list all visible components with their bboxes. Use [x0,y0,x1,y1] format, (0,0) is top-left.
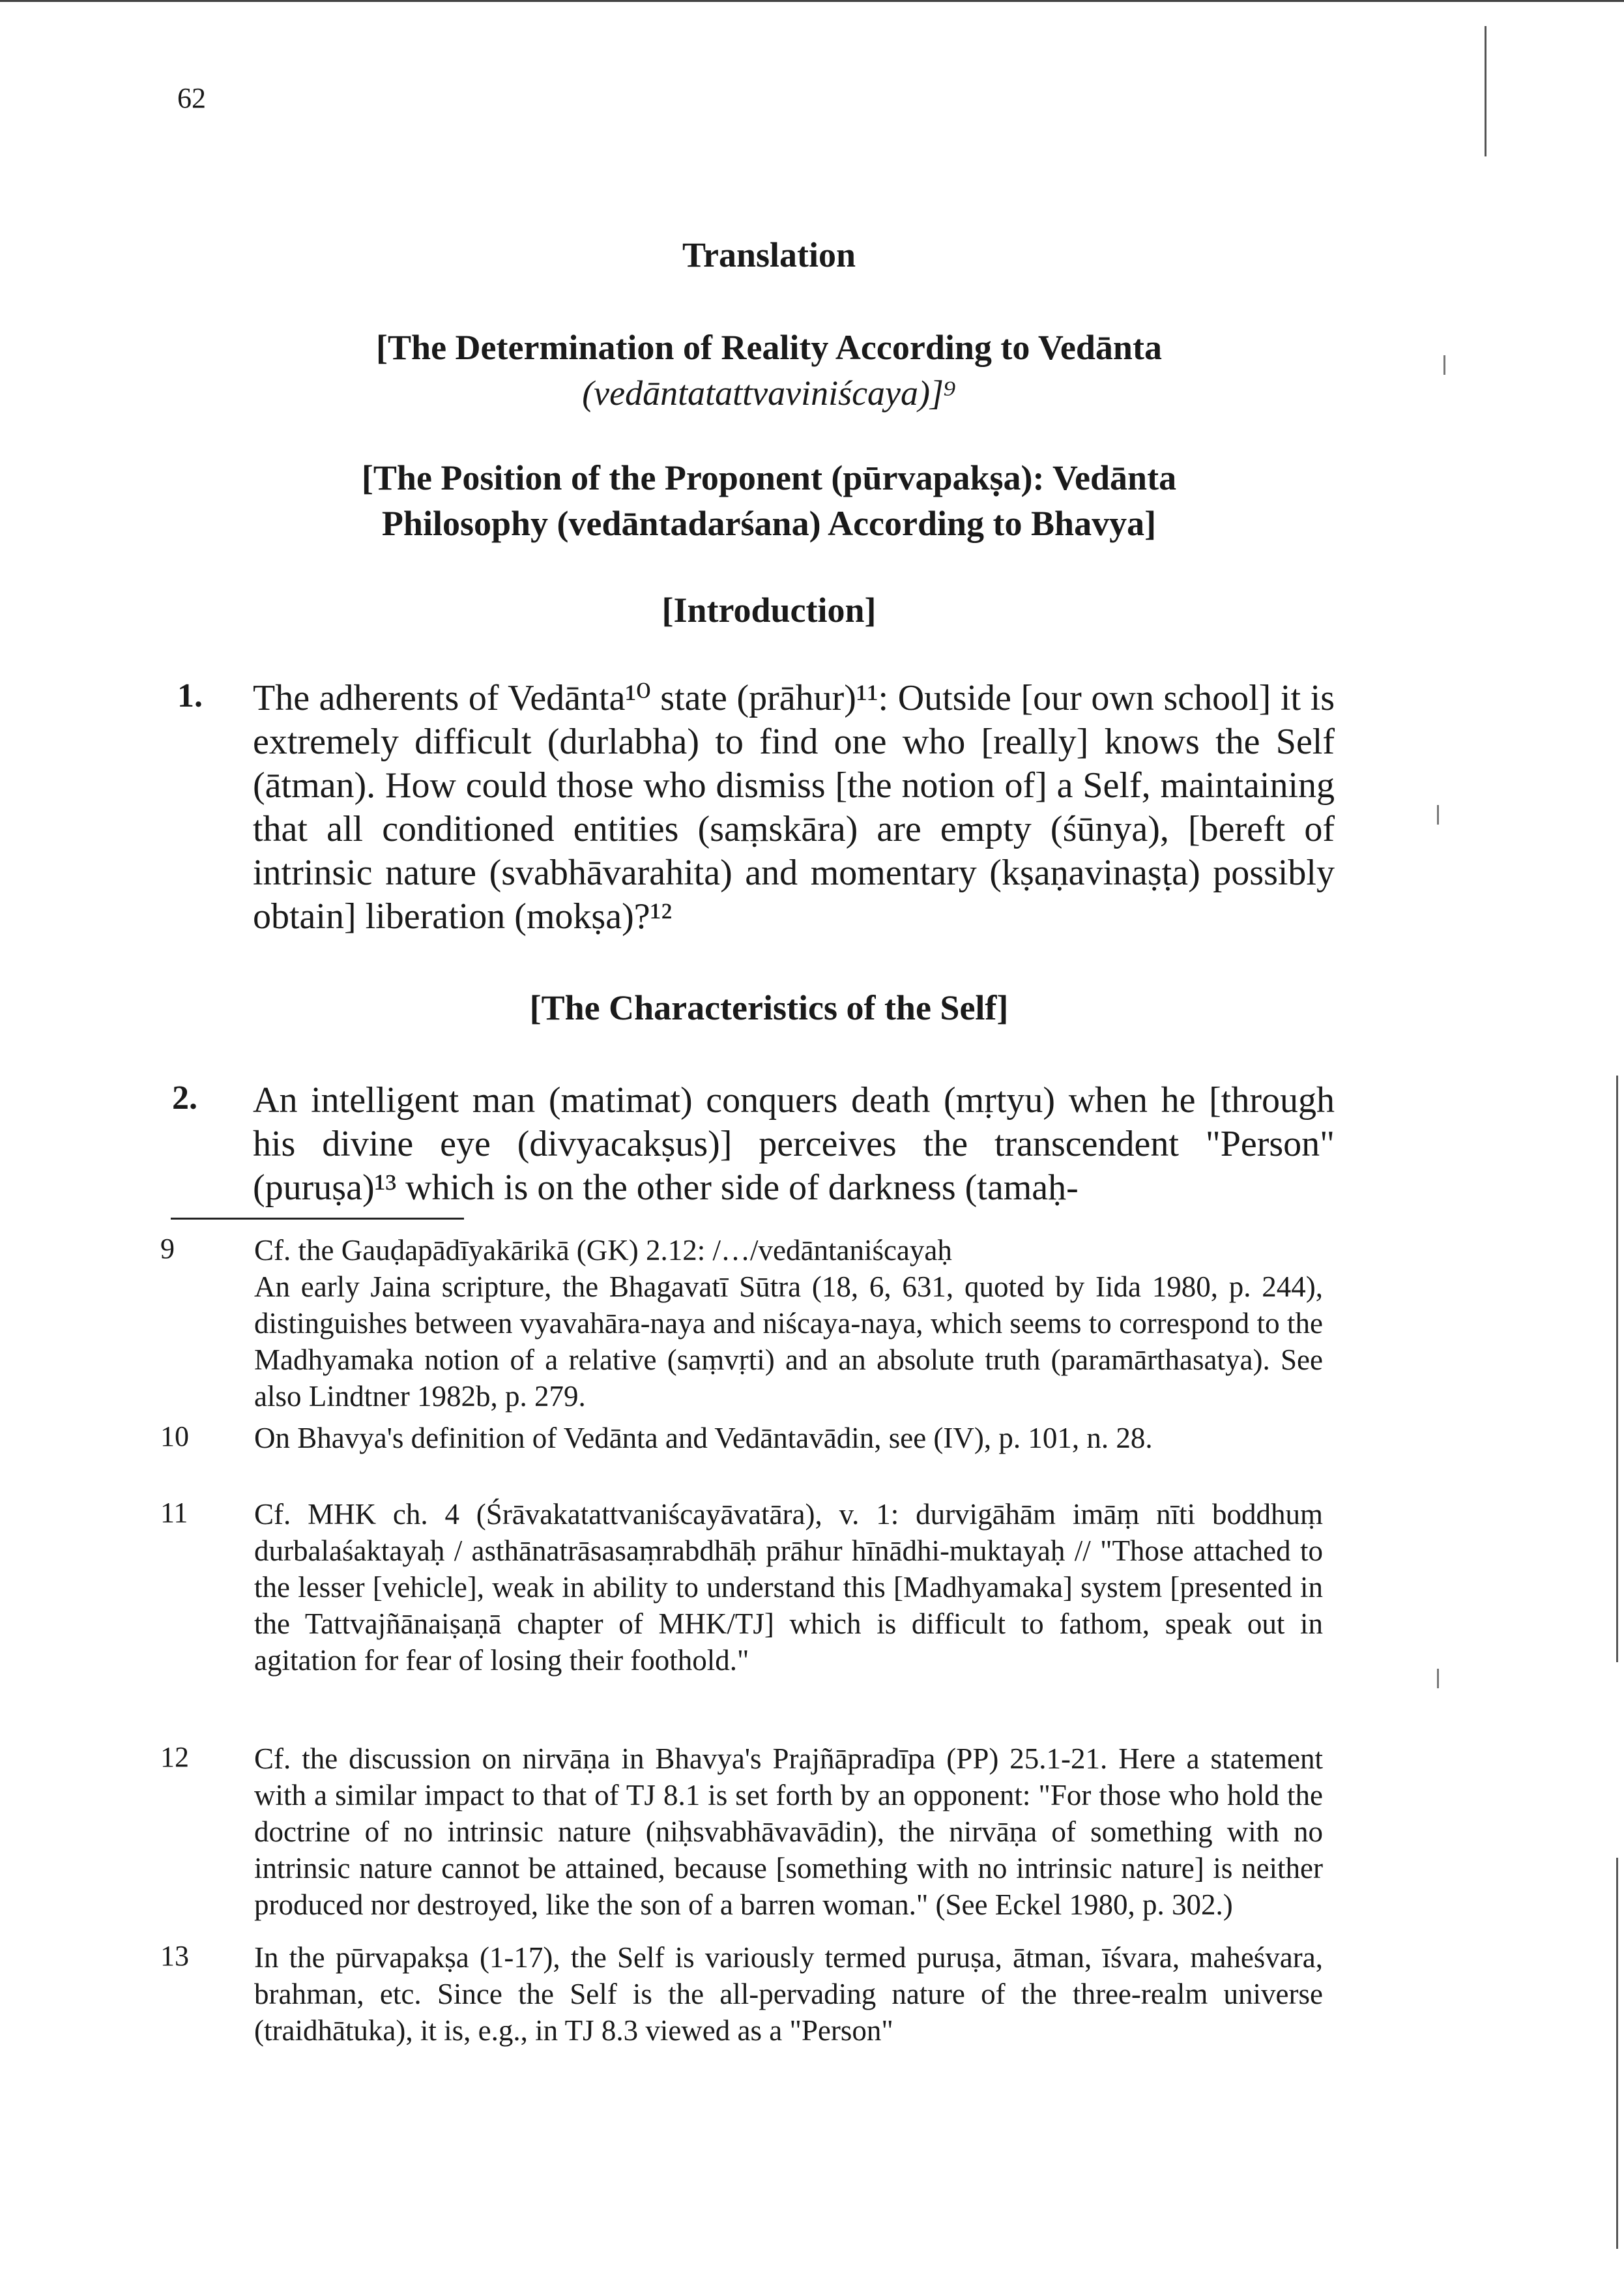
scan-margin-mark [1437,1669,1439,1688]
verse-number-2: 2. [172,1079,197,1117]
heading-proponent-line2: Philosophy (vedāntadarśana) According to Bhavya] [381,504,1157,543]
footnote-number: 13 [160,1940,189,1972]
heading-introduction: [Introduction] [661,591,877,630]
section-title: Translation [682,235,856,274]
scan-top-edge [0,0,1624,2]
heading-determination-line1: [The Determination of Reality According to Vedānta [376,328,1162,367]
heading-proponent-line1: [The Position of the Proponent (pūrvapakṣa): Vedānta [361,458,1177,497]
scan-margin-mark [1437,805,1439,825]
footnote-number: 10 [160,1420,189,1452]
footnote-separator [171,1218,464,1220]
page-number: 62 [177,82,206,114]
footnote-text: On Bhavya's definition of Vedānta and Vedāntavādin, see (IV), p. 101, n. 28. [254,1422,1153,1454]
footnote-number: 11 [160,1497,188,1529]
footnote-text: Cf. the Gauḍapādīyakārikā (GK) 2.12: /…/vedāntaniścayaḥ An early Jaina scripture, the Bhagavatī Sūtra (18, 6, 631, quoted by Iida 1980, p. 244), distinguishes between vyavahāra-naya and niścaya-naya, which seems to correspond to the Madhyamaka notion of a relative (saṃvṛti) and an absolute truth (paramārthasatya). See also Lindtner 1982b, p. 279. [254,1234,1323,1413]
footnote-text: In the pūrvapakṣa (1-17), the Self is variously termed puruṣa, ātman, īśvara, maheśvara, brahman, etc. Since the Self is the all-pervading nature of the three-realm universe (traidhātuka), it is, e.g., in TJ 8.3 viewed as a "Person" [254,1941,1323,2047]
scan-right-edge-mark [1616,1076,1618,1662]
heading-characteristics-self: [The Characteristics of the Self] [529,988,1009,1027]
footnote-number: 9 [160,1233,175,1265]
verse-1-text: The adherents of Vedānta¹⁰ state (prāhur)¹¹: Outside [our own school] it is extremely difficult (durlabha) to find one who [really] knows the Self (ātman). How could those who dismiss [the notion of] a Self, maintaining that all conditioned entities (saṃskāra) are empty (śūnya), [bereft of intrinsic nature (svabhāvarahita) and momentary (kṣaṇavinaṣṭa) possibly obtain] liberation (mokṣa)?¹² [253,678,1335,937]
verse-number-1: 1. [177,677,203,714]
scan-right-edge-mark [1485,26,1486,156]
verse-2-text: An intelligent man (matimat) conquers death (mṛtyu) when he [through his divine eye (divyacakṣus)] perceives the transcendent "Person" (puruṣa)¹³ which is on the other side of darkness (tamaḥ- [253,1080,1335,1208]
footnote-number: 12 [160,1741,189,1773]
footnote-text: Cf. the discussion on nirvāṇa in Bhavya's Prajñāpradīpa (PP) 25.1-21. Here a statement with a similar impact to that of TJ 8.1 is set forth by an opponent: "For those who hold the doctrine of no intrinsic nature (niḥsvabhāvavādin), the nirvāṇa of something with no intrinsic nature cannot be attained, because [something with no intrinsic nature] is neither produced nor destroyed, like the son of a barren woman." (See Eckel 1980, p. 302.) [254,1742,1323,1921]
scan-right-edge-mark [1616,1858,1618,2249]
footnote-text: Cf. MHK ch. 4 (Śrāvakatattvaniścayāvatāra), v. 1: durvigāhām imāṃ nīti boddhuṃ durbalaśaktayaḥ / asthānatrāsasaṃrabdhāḥ prāhur hīnādhi-muktayaḥ // "Those attached to the lesser [vehicle], weak in ability to understand this [Madhyamaka] system [presented in the Tattvajñānaiṣaṇā chapter of MHK/TJ] which is difficult to fathom, speak out in agitation for fear of losing their foothold." [254,1498,1323,1677]
heading-determination-line2: (vedāntatattvaviniścaya)]⁹ [582,374,956,413]
